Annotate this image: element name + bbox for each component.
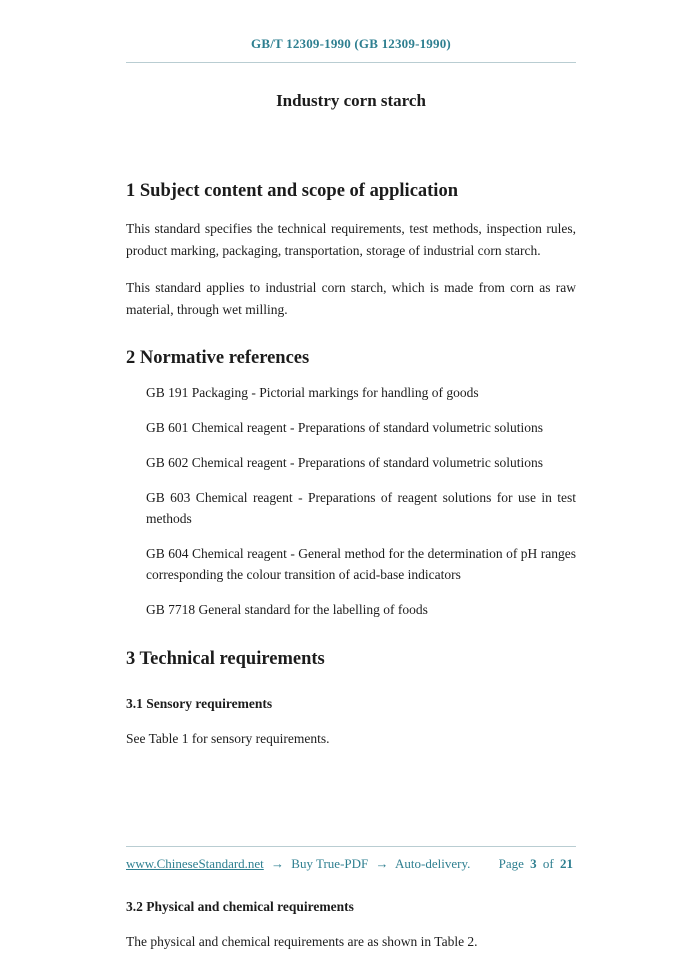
- section-3-1-heading: 3.1 Sensory requirements: [126, 695, 273, 711]
- section-1-heading: 1 Subject content and scope of application: [126, 181, 458, 201]
- right-arrow-icon: →: [375, 856, 389, 871]
- auto-delivery-label: Auto-delivery.: [395, 856, 471, 871]
- reference-item-gb603: GB 603 Chemical reagent - Preparations of reagent solutions for use in test methods: [146, 490, 576, 527]
- reference-item-gb191: GB 191 Packaging - Pictorial markings for handling of goods: [146, 385, 479, 401]
- standard-code-header: GB/T 12309-1990 (GB 12309-1990): [251, 36, 451, 51]
- right-arrow-icon: →: [271, 856, 285, 871]
- header-divider: [126, 62, 576, 63]
- footer-promo: [126, 856, 470, 872]
- page-indicator: [499, 856, 576, 872]
- section-2-heading: 2 Normative references: [126, 348, 310, 369]
- reference-item-gb601: GB 601 Chemical reagent - Preparations of standard volumetric solutions: [146, 420, 544, 436]
- reference-item-gb7718: GB 7718 General standard for the labelling of foods: [146, 601, 428, 617]
- section-3-heading: 3 Technical requirements: [126, 648, 325, 669]
- chinesestandard-link[interactable]: www.ChineseStandard.net: [126, 856, 264, 871]
- of-label: of: [542, 856, 554, 871]
- reference-item-gb602: GB 602 Chemical reagent - Preparations of standard volumetric solutions: [146, 455, 544, 471]
- section-3-2-paragraph: The physical and chemical requirements are as shown in Table 2.: [126, 934, 478, 950]
- page-label: Page: [498, 856, 524, 871]
- section-1-paragraph-1: This standard specifies the technical requirements, test methods, inspection rules, product marking, packaging, transportation, storage of industrial corn starch.: [126, 221, 576, 258]
- normative-references-list: [126, 383, 576, 620]
- section-3-1-paragraph: See Table 1 for sensory requirements.: [126, 730, 330, 746]
- total-page-number: 21: [560, 856, 573, 871]
- section-3-2-heading: 3.2 Physical and chemical requirements: [126, 899, 354, 915]
- current-page-number: 3: [530, 856, 537, 871]
- section-1-paragraph-2: This standard applies to industrial corn starch, which is made from corn as raw material, through wet milling.: [126, 280, 576, 317]
- reference-item-gb604: GB 604 Chemical reagent - General method for the determination of pH ranges corresponding the colour transition of acid-base indicators: [146, 545, 576, 582]
- page-footer: [126, 846, 576, 872]
- buy-true-pdf-label: Buy True-PDF: [291, 856, 369, 871]
- document-title: Industry corn starch: [276, 91, 426, 110]
